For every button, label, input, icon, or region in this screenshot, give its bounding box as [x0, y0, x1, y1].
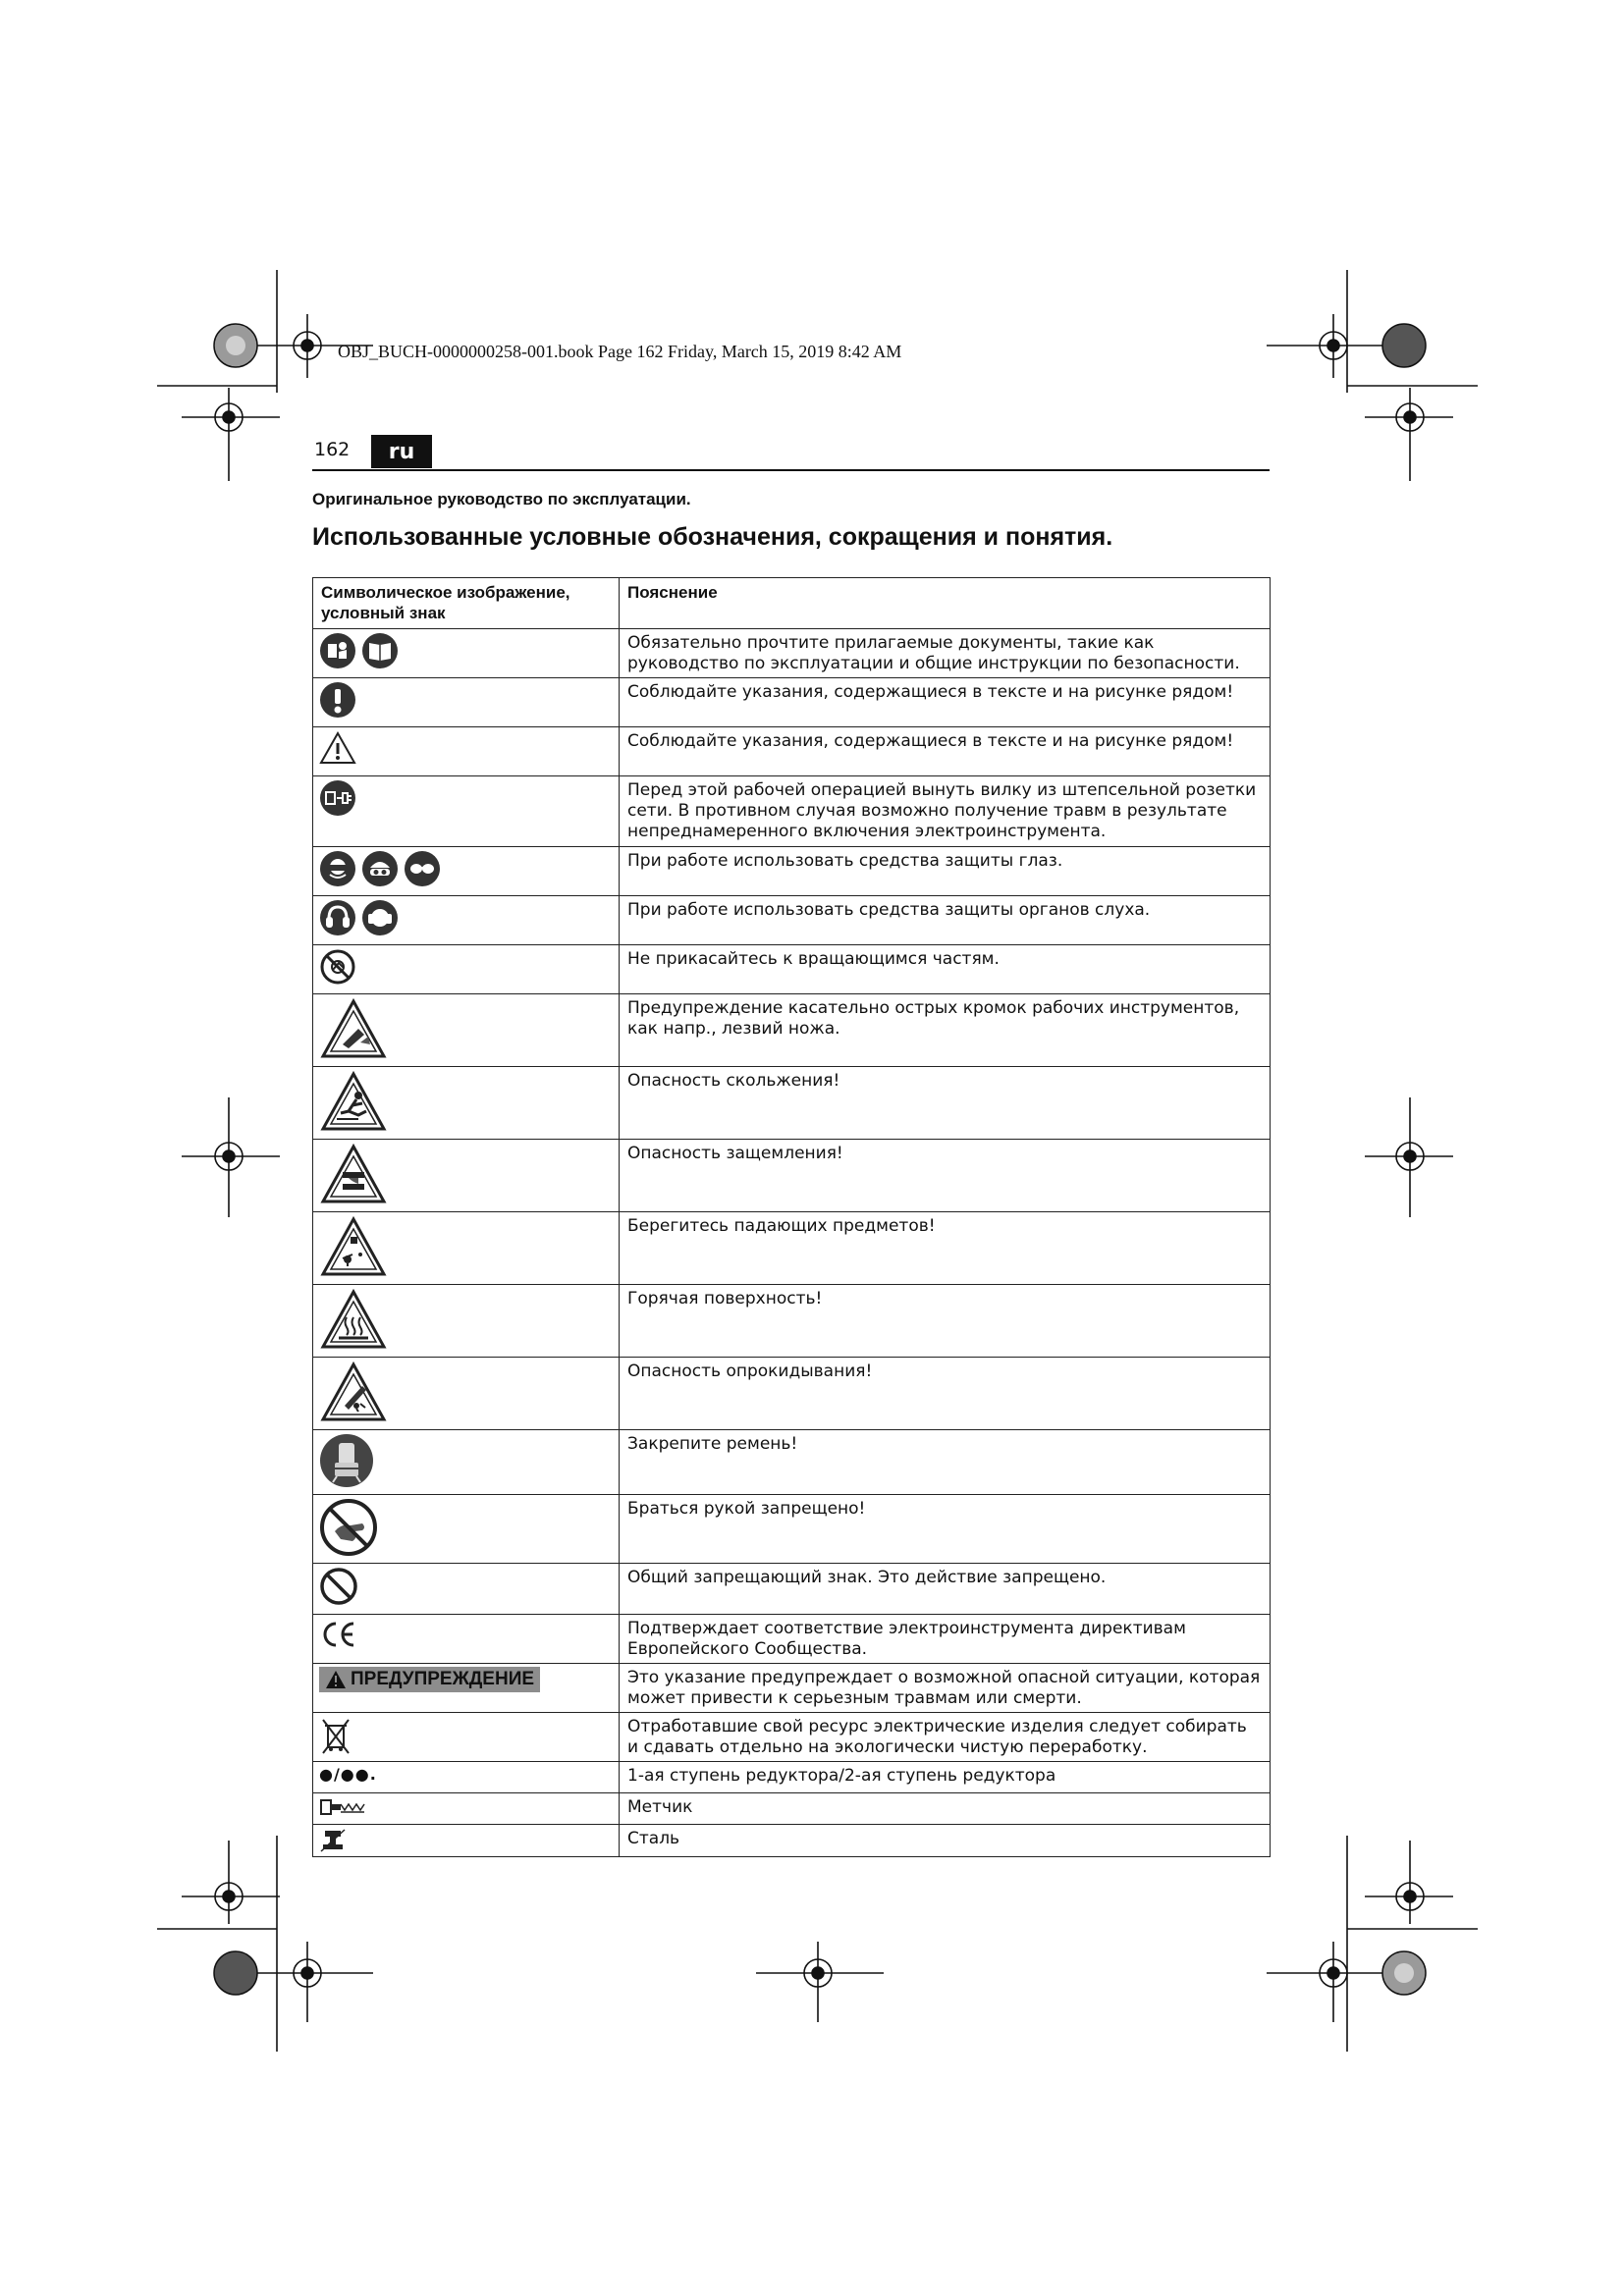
explanation-cell: 1-ая ступень редуктора/2-ая ступень редуктора	[620, 1762, 1271, 1793]
goggles-helmet-icon	[361, 850, 399, 887]
column-header-symbol: Символическое изображение, условный знак	[313, 578, 620, 629]
table-row	[313, 1430, 1271, 1495]
warning-label	[319, 1667, 540, 1692]
read-manual-icon	[319, 632, 356, 669]
explanation-cell: Опасность опрокидывания!	[620, 1358, 1271, 1430]
language-tab: ru	[371, 435, 432, 468]
header-rule	[312, 469, 1270, 471]
warning-triangle-icon	[325, 1670, 347, 1689]
explanation-cell: Это указание предупреждает о возможной опасной ситуации, которая может привести к серьезным травмам или смерти.	[620, 1664, 1271, 1713]
page-number: 162	[314, 439, 351, 460]
table-row	[313, 1285, 1271, 1358]
explanation-cell: Отработавшие свой ресурс электрические изделия следует собирать и сдавать отдельно на экологически чистую переработку.	[620, 1713, 1271, 1762]
no-touch-rotating-icon	[319, 948, 356, 986]
no-hand-grip-icon	[319, 1498, 378, 1557]
table-row	[313, 1615, 1271, 1664]
table-row	[313, 945, 1271, 994]
table-row	[313, 1825, 1271, 1857]
ce-mark-icon	[319, 1618, 358, 1651]
table-row	[313, 727, 1271, 776]
table-row	[313, 629, 1271, 678]
explanation-cell: При работе использовать средства защиты органов слуха.	[620, 896, 1271, 945]
explanation-cell: Берегитесь падающих предметов!	[620, 1212, 1271, 1285]
explanation-cell: Не прикасайтесь к вращающимся частям.	[620, 945, 1271, 994]
document-subtitle: Оригинальное руководство по эксплуатации.	[312, 490, 691, 508]
table-row	[313, 1067, 1271, 1140]
safety-glasses-icon	[404, 850, 441, 887]
hot-surface-warning-icon	[319, 1288, 388, 1351]
explanation-cell: Соблюдайте указания, содержащиеся в тексте и на рисунке рядом!	[620, 727, 1271, 776]
table-row	[313, 1495, 1271, 1564]
column-header-explanation: Пояснение	[620, 578, 1271, 629]
hearing-protection-icon	[361, 899, 399, 936]
explanation-cell: Метчик	[620, 1793, 1271, 1825]
table-row	[313, 1564, 1271, 1615]
book-header-line: OBJ_BUCH-0000000258-001.book Page 162 Friday, March 15, 2019 8:42 AM	[338, 342, 902, 361]
explanation-cell: При работе использовать средства защиты глаз.	[620, 847, 1271, 896]
warning-label-text: ПРЕДУПРЕЖДЕНИЕ	[351, 1669, 535, 1689]
table-row	[313, 678, 1271, 727]
mandatory-action-icon	[319, 681, 356, 719]
prohibition-icon	[319, 1567, 358, 1606]
table-row	[313, 1762, 1271, 1793]
table-row	[313, 1212, 1271, 1285]
explanation-cell: Опасность защемления!	[620, 1140, 1271, 1212]
table-row	[313, 1140, 1271, 1212]
tipping-warning-icon	[319, 1361, 388, 1423]
weee-bin-icon	[319, 1716, 352, 1755]
book-icon	[361, 632, 399, 669]
explanation-cell: Предупреждение касательно острых кромок рабочих инструментов, как напр., лезвий ножа.	[620, 994, 1271, 1067]
table-header-row	[313, 578, 1271, 629]
table-row	[313, 776, 1271, 847]
general-warning-icon	[319, 730, 356, 766]
table-row	[313, 1713, 1271, 1762]
table-row	[313, 1793, 1271, 1825]
explanation-cell: Соблюдайте указания, содержащиеся в тексте и на рисунке рядом!	[620, 678, 1271, 727]
unplug-icon	[319, 779, 356, 817]
ear-muffs-icon	[319, 899, 356, 936]
explanation-cell: Перед этой рабочей операцией вынуть вилку из штепсельной розетки сети. В противном случая возможно получение травм в результате непреднамеренного включения электроинструмента.	[620, 776, 1271, 847]
symbols-table	[312, 577, 1271, 1857]
tap-icon	[319, 1796, 368, 1818]
explanation-cell: Сталь	[620, 1825, 1271, 1857]
table-row	[313, 1358, 1271, 1430]
explanation-cell: Подтверждает соответствие электроинструмента директивам Европейского Сообщества.	[620, 1615, 1271, 1664]
table-row	[313, 847, 1271, 896]
steel-icon	[319, 1828, 347, 1853]
table-row	[313, 1664, 1271, 1713]
crush-warning-icon	[319, 1143, 388, 1205]
explanation-cell: Обязательно прочтите прилагаемые документы, такие как руководство по эксплуатации и общие инструкции по безопасности.	[620, 629, 1271, 678]
sharp-edges-warning-icon	[319, 997, 388, 1060]
slip-warning-icon	[319, 1070, 388, 1133]
falling-objects-warning-icon	[319, 1215, 388, 1278]
table-row	[313, 994, 1271, 1067]
explanation-cell: Опасность скольжения!	[620, 1067, 1271, 1140]
explanation-cell: Закрепите ремень!	[620, 1430, 1271, 1495]
table-row	[313, 896, 1271, 945]
gear-stage-dots: ●/●●.	[319, 1765, 377, 1784]
fasten-strap-icon	[319, 1433, 374, 1488]
explanation-cell: Браться рукой запрещено!	[620, 1495, 1271, 1564]
explanation-cell: Горячая поверхность!	[620, 1285, 1271, 1358]
explanation-cell: Общий запрещающий знак. Это действие запрещено.	[620, 1564, 1271, 1615]
face-shield-icon	[319, 850, 356, 887]
section-title: Использованные условные обозначения, сокращения и понятия.	[312, 523, 1113, 551]
